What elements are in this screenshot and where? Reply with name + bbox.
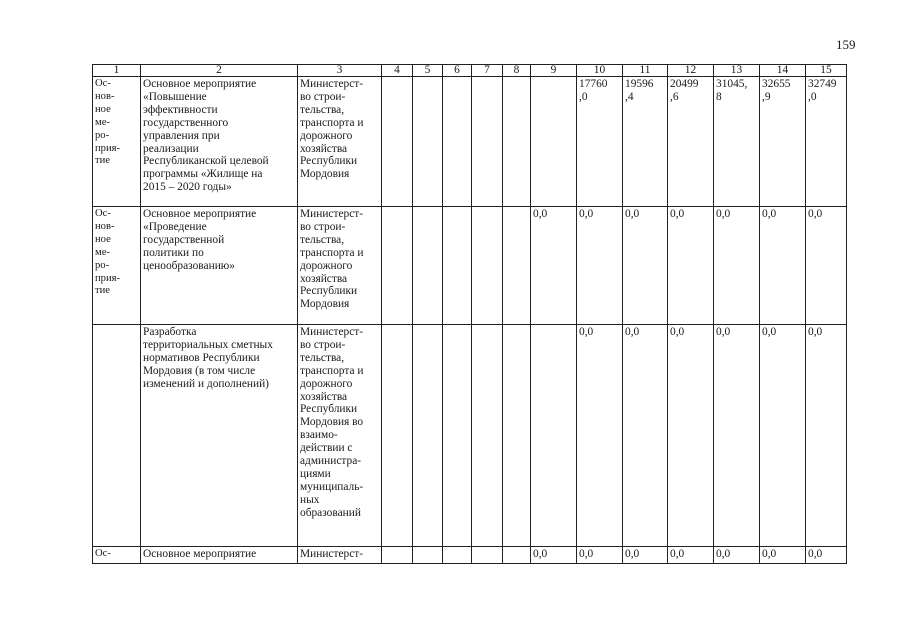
value-cell-col-11: 0,0 (623, 325, 668, 547)
value-cell-col-6 (443, 547, 472, 564)
value-cell-col-4 (382, 77, 413, 207)
column-header-row (93, 65, 847, 77)
value-cell-col-15: 0,0 (806, 325, 847, 547)
value-cell-col-15: 0,0 (806, 207, 847, 325)
value-cell-col-14: 0,0 (760, 207, 806, 325)
value-cell-col-10: 0,0 (577, 207, 623, 325)
column-header-11: 11 (623, 65, 668, 77)
value-cell-col-7 (472, 207, 503, 325)
value-cell-col-12: 0,0 (668, 207, 714, 325)
row-type-cell: Ос- (93, 547, 141, 564)
value-cell-col-4 (382, 547, 413, 564)
table-row (93, 207, 847, 325)
value-cell-col-4 (382, 325, 413, 547)
value-cell-col-8 (503, 325, 531, 547)
value-cell-col-12: 20499 ,6 (668, 77, 714, 207)
value-cell-col-14: 32655 ,9 (760, 77, 806, 207)
value-cell-col-7 (472, 325, 503, 547)
program-table (92, 64, 847, 564)
value-cell-col-9 (531, 77, 577, 207)
value-cell-col-10: 0,0 (577, 547, 623, 564)
value-cell-col-9: 0,0 (531, 207, 577, 325)
column-header-8: 8 (503, 65, 531, 77)
responsible-cell: Министерст- (298, 547, 382, 564)
table-row (93, 77, 847, 207)
column-header-9: 9 (531, 65, 577, 77)
value-cell-col-11: 19596 ,4 (623, 77, 668, 207)
value-cell-col-4 (382, 207, 413, 325)
value-cell-col-7 (472, 547, 503, 564)
value-cell-col-6 (443, 325, 472, 547)
measure-name-cell: Основное мероприятие (141, 547, 298, 564)
value-cell-col-13: 0,0 (714, 547, 760, 564)
value-cell-col-7 (472, 77, 503, 207)
value-cell-col-5 (413, 77, 443, 207)
value-cell-col-6 (443, 77, 472, 207)
value-cell-col-5 (413, 207, 443, 325)
value-cell-col-13: 31045, 8 (714, 77, 760, 207)
measure-name-cell: Основное мероприятие «Повышение эффективности государственного управления при реализации Республиканской целевой программы «Жилище на 2015 – 2020 годы» (141, 77, 298, 207)
value-cell-col-12: 0,0 (668, 325, 714, 547)
table-row (93, 325, 847, 547)
responsible-cell: Министерст- во строи- тельства, транспорта и дорожного хозяйства Республики Мордовия во взаимо- действии с администра- циями муниципаль- ных образований (298, 325, 382, 547)
value-cell-col-15: 32749 ,0 (806, 77, 847, 207)
column-header-13: 13 (714, 65, 760, 77)
row-type-cell: Ос- нов- ное ме- ро- прия- тие (93, 77, 141, 207)
value-cell-col-9: 0,0 (531, 547, 577, 564)
responsible-cell: Министерст- во строи- тельства, транспорта и дорожного хозяйства Республики Мордовия (298, 77, 382, 207)
column-header-7: 7 (472, 65, 503, 77)
column-header-4: 4 (382, 65, 413, 77)
value-cell-col-6 (443, 207, 472, 325)
value-cell-col-15: 0,0 (806, 547, 847, 564)
column-header-14: 14 (760, 65, 806, 77)
value-cell-col-5 (413, 325, 443, 547)
value-cell-col-10: 17760 ,0 (577, 77, 623, 207)
measure-name-cell: Основное мероприятие «Проведение государственной политики по ценообразованию» (141, 207, 298, 325)
value-cell-col-9 (531, 325, 577, 547)
column-header-3: 3 (298, 65, 382, 77)
value-cell-col-14: 0,0 (760, 547, 806, 564)
responsible-cell: Министерст- во строи- тельства, транспорта и дорожного хозяйства Республики Мордовия (298, 207, 382, 325)
row-type-cell (93, 325, 141, 547)
row-type-cell: Ос- нов- ное ме- ро- прия- тие (93, 207, 141, 325)
value-cell-col-8 (503, 207, 531, 325)
value-cell-col-8 (503, 77, 531, 207)
value-cell-col-10: 0,0 (577, 325, 623, 547)
column-header-12: 12 (668, 65, 714, 77)
column-header-5: 5 (413, 65, 443, 77)
value-cell-col-5 (413, 547, 443, 564)
column-header-10: 10 (577, 65, 623, 77)
column-header-1: 1 (93, 65, 141, 77)
value-cell-col-11: 0,0 (623, 207, 668, 325)
table-row (93, 547, 847, 564)
column-header-15: 15 (806, 65, 847, 77)
value-cell-col-8 (503, 547, 531, 564)
value-cell-col-12: 0,0 (668, 547, 714, 564)
value-cell-col-14: 0,0 (760, 325, 806, 547)
value-cell-col-11: 0,0 (623, 547, 668, 564)
value-cell-col-13: 0,0 (714, 207, 760, 325)
measure-name-cell: Разработка территориальных сметных нормативов Республики Мордовия (в том числе изменений и дополнений) (141, 325, 298, 547)
column-header-2: 2 (141, 65, 298, 77)
page-number: 159 (836, 37, 856, 52)
value-cell-col-13: 0,0 (714, 325, 760, 547)
column-header-6: 6 (443, 65, 472, 77)
